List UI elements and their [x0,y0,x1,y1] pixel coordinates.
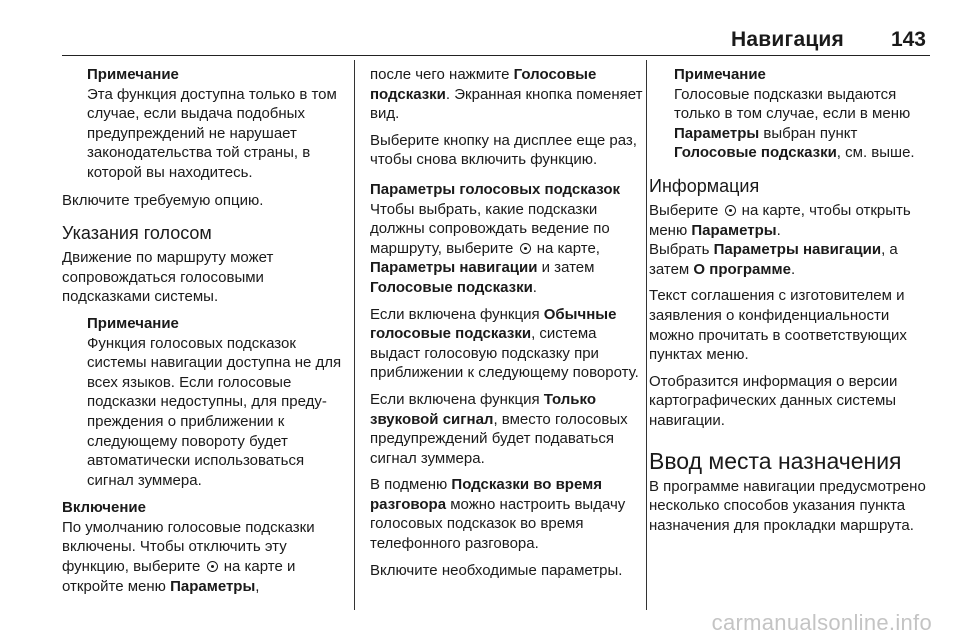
note-label: Примечание [87,66,179,83]
crosshair-circle-icon [207,561,218,572]
note-text: Эта функция доступна только в том случае, если выдача подобных предупреждений не нарушает законодательства той страны, в которой вы находитесь. [87,85,337,181]
crosshair-circle-icon [520,243,531,254]
heading-voice-params: Параметры голосовых подсказок [370,180,621,198]
note-languages [76,314,350,490]
column-divider-1 [354,60,355,610]
paragraph: Отобразится информация о версии картографических данных системы навигации. [649,372,898,429]
column-1 [62,65,350,603]
heading-voice-guidance: Указания голосом [62,223,212,244]
paragraph: Выберите на карте, чтобы открыть меню Параметры. Выбрать Параметры навигации, а затем О программе. [649,201,911,278]
crosshair-circle-icon [725,205,736,216]
column-3 [649,65,937,542]
paragraph: Если включена функция Обычные голосовые подсказки, система выдаст голосовую подсказку при приближении к следующему повороту. [370,305,639,382]
paragraph: Движение по маршруту может сопровождаться голосовыми подсказками системы. [62,249,274,306]
paragraph: после чего нажмите Голосовые подсказки. Экранная кнопка поменяет вид. [370,66,643,123]
paragraph-enable: По умолчанию голосовые подсказки включены. Чтобы отключить эту функцию, выберите на карте и откройте меню Параметры, [62,518,315,595]
paragraph: Включите необходимые параметры. [370,561,623,579]
paragraph: Текст соглашения с изготовителем и заявления о конфиденциальности можно прочитать в соответствующих пунктах меню. [649,287,907,364]
column-2 [370,65,644,587]
note-label: Примечание [87,314,179,332]
header-divider [62,55,930,56]
heading-enable: Включение [62,499,146,517]
paragraph: Выберите кнопку на дисплее еще раз, чтобы снова включить функцию. [370,131,637,169]
page-header [0,0,960,54]
watermark: carmanualsonline.info [711,610,932,635]
note-text: Функция голосовых подсказок системы навигации доступна не для всех языков. Если голосовые подсказки недоступны, для предупреждения о приближении к следующему повороту будет автоматически использоваться сигнал зуммера. [87,334,342,489]
page-number: 143 [890,28,926,51]
paragraph: Если включена функция Только звуковой сигнал, вместо голосовых предупреждений будет подаваться сигнал зуммера. [370,390,628,467]
note-voice-prompts [663,65,937,163]
paragraph: В программе навигации предусмотрено несколько способов указания пункта назначения для прокладки маршрута. [649,477,926,534]
note-text: Голосовые подсказки выдаются только в том случае, если в меню Параметры выбран пункт Голосовые подсказки, см. выше. [674,85,915,162]
section-title: Навигация [731,28,844,51]
note-label: Примечание [674,66,766,83]
heading-destination-input: Ввод места назначения [649,447,902,474]
heading-information: Информация [649,175,760,196]
note-legal [76,65,350,183]
paragraph: Включите требуемую опцию. [62,191,264,209]
paragraph: Чтобы выбрать, какие подсказки должны сопровождать ведение по маршруту, выберите на карте, Параметры навигации и затем Голосовые подсказки. [370,200,610,296]
column-divider-2 [646,60,647,610]
paragraph: В подменю Подсказки во время разговора можно настроить выдачу голосовых подсказок во время телефонного разговора. [370,476,626,553]
